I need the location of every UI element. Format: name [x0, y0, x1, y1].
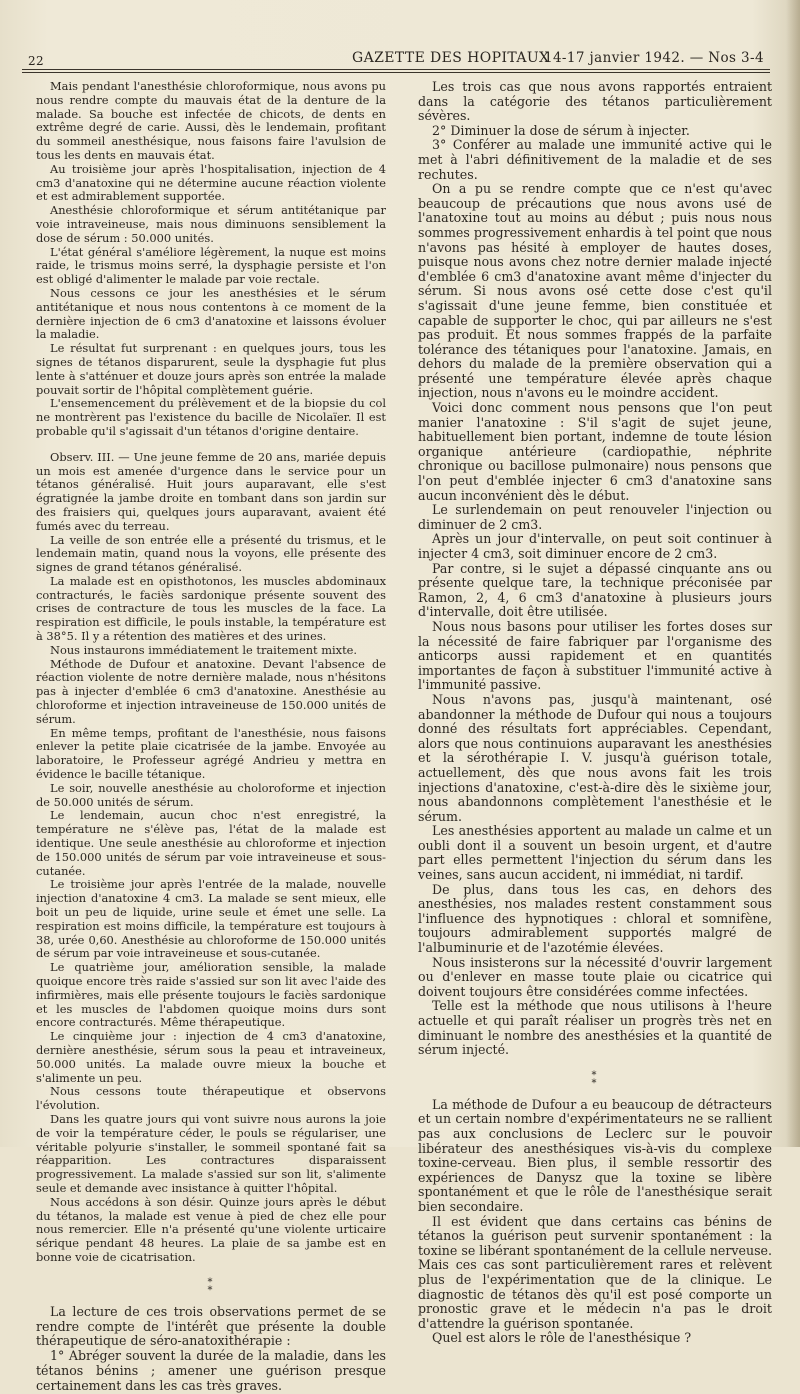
- paragraph: La veille de son entrée elle a présenté du trismus, et le lendemain matin, quand nous la voyons, elle présente des signes de grand tétanos généralisé.: [36, 532, 386, 575]
- paragraph: Le lendemain, aucun choc n'est enregistré, la température ne s'élève pas, l'état de la malade est identique. Une seule anesthésie au chloroforme et injection de 150.000 unités de sérum par voie intraveineuse et sous-cutanée.: [36, 808, 386, 878]
- issue-date: 14-17 janvier 1942. — Nos 3-4: [543, 50, 764, 66]
- section-separator: [36, 1276, 386, 1296]
- paragraph: Le cinquième jour : injection de 4 cm3 d'anatoxine, dernière anesthésie, sérum sous la peau et intraveineux, 50.000 unités. La malade ouvre mieux la bouche et s'alimente un peu.: [36, 1029, 386, 1085]
- observation-heading-paragraph: Observ. III. — Une jeune femme de 20 ans, mariée depuis un mois est amenée d'urgence dans le service pour un tétanos généralisé. Huit jours auparavant, elle s'est égratignée la jambe droite en tombant dans son jardin sur des fraisiers qui, quelques jours auparavant, avaient été fumés avec du terreau.: [36, 449, 386, 533]
- header-rule-bottom: [22, 72, 770, 73]
- paragraph: Mais pendant l'anesthésie chloroformique, nous avons pu nous rendre compte du mauvais état de la denture de la malade. Sa bouche est infectée de chicots, de dents en extrême degré de carie. Aussi, dès le lendemain, profitant du sommeil anesthésique, nous faisons faire l'avulsion de tous les dents en mauvais état.: [36, 79, 386, 162]
- left-column: [36, 80, 386, 1394]
- paragraph: Anesthésie chloroformique et sérum antitétanique par voie intraveineuse, mais nous diminuons sensiblement la dose de sérum : 50.000 unités.: [36, 203, 386, 245]
- paragraph: Au troisième jour après l'hospitalisation, injection de 4 cm3 d'anatoxine qui ne détermine aucune réaction violente et est admirablement supportée.: [36, 161, 386, 204]
- paragraph: Le surlendemain on peut renouveler l'injection ou diminuer de 2 cm3.: [418, 502, 772, 532]
- paragraph: Les trois cas que nous avons rapportés entraient dans la catégorie des tétanos particulièrement sévères.: [418, 79, 772, 124]
- paragraph: Nous cessons toute thérapeutique et observons l'évolution.: [36, 1084, 386, 1113]
- paragraph: Nous nous basons pour utiliser les fortes doses sur la nécessité de faire fabriquer par l'organisme des anticorps aussi rapidement et en quantités importantes de façon à substituer l'immunité active à l'immunité passive.: [418, 618, 772, 693]
- paragraph: Le quatrième jour, amélioration sensible, la malade quoique encore très raide s'assied sur son lit avec l'aide des infirmières, mais elle présente toujours le faciès sardonique et les muscles de l'abdomen quoique moins durs sont encore contracturés. Même thérapeutique.: [36, 960, 386, 1030]
- paragraph: La méthode de Dufour a eu beaucoup de détracteurs et un certain nombre d'expérimentateurs ne se rallient pas aux conclusions de Leclerc sur le pouvoir libérateur des anesthésiques vis-à-vis du complexe toxine-cerveau. Bien plus, il semble ressortir des expériences de Danysz que la toxine se libère spontanément et que le rôle de l'anesthésique serait bien secondaire.: [418, 1096, 772, 1214]
- paragraph: Nous n'avons pas, jusqu'à maintenant, osé abandonner la méthode de Dufour qui nous a toujours donné des résultats fort appréciables. Cependant, alors que nous continuions auparavant les anesthésies et la sérothérapie I. V. jusqu'à guérison totale, actuellement, dès que nous avons fait les trois injections d'anatoxine, c'est-à-dire dès le sixième jour, nous abandonnons complètement l'anesthésie et le sérum.: [418, 691, 772, 824]
- paragraph: La malade est en opisthotonos, les muscles abdominaux contracturés, le faciès sardonique présente souvent des crises de contracture de tous les muscles de la face. La respiration est difficile, le pouls instable, la température est à 38°5. Il y a rétention des matières et des urines.: [36, 573, 386, 644]
- header-rule-top: [22, 69, 770, 70]
- paragraph: L'état général s'améliore légèrement, la nuque est moins raide, le trismus moins serré, la dysphagie persiste et l'on est obligé d'alimenter le malade par voie rectale.: [36, 244, 386, 287]
- paragraph: Il est évident que dans certains cas bénins de tétanos la guérison peut survenir spontanément : la toxine se libérant spontanément de la cellule nerveuse. Mais ces cas sont particulièrement rares et relèvent plus de l'expérimentation que de la clinique. Le diagnostic de tétanos dès qu'il est posé comporte un pronostic grave et le médecin n'a pas le droit d'attendre la guérison spontanée.: [418, 1213, 772, 1331]
- paragraph: On a pu se rendre compte que ce n'est qu'avec beaucoup de précautions que nous avons usé de l'anatoxine tout au moins au début ; puis nous nous sommes progressivement enhardis à tel point que nous n'avons pas hésité à employer de hautes doses, puisque nous avons chez notre dernier malade injecté d'emblée 6 cm3 d'anatoxine avant même d'injecter du sérum. Si nous avons osé cette dose c'est qu'il s'agissait d'une jeune femme, bien constituée et capable de supporter le choc, qui par ailleurs ne s'est pas produit. Et nous sommes frappés de la parfaite tolérance des tétaniques pour l'anatoxine. Jamais, en dehors du malade de la première observation qui a présenté une température élevée après chaque injection, nous n'avons eu le moindre accident.: [418, 181, 772, 401]
- right-column: [418, 80, 772, 1346]
- paragraph: De plus, dans tous les cas, en dehors des anesthésies, nos malades restent constamment sous l'influence des hypnotiques : chloral et somnifène, toujours admirablement supportés malgré de l'albuminurie et de l'azotémie élevées.: [418, 881, 772, 956]
- separator-star: *: [591, 1077, 599, 1089]
- paragraph: 1° Abréger souvent la durée de la maladie, dans les tétanos bénins ; amener une guérison presque certainement dans les cas très graves.: [36, 1348, 386, 1393]
- paragraph: 2° Diminuer la dose de sérum à injecter.: [432, 122, 690, 138]
- paragraph: En même temps, profitant de l'anesthésie, nous faisons enlever la petite plaie cicatrisée de la jambe. Envoyée au laboratoire, le Professeur agrégé Andrieu y mettra en évidence le bacille tétanique.: [36, 725, 386, 782]
- paragraph: Le résultat fut surprenant : en quelques jours, tous les signes de tétanos disparurent, seule la dysphagie fut plus lente à s'atténuer et douze jours après son entrée la malade pouvait sortir de l'hôpital complètement guérie.: [36, 341, 386, 397]
- journal-title: GAZETTE DES HOPITAUX: [352, 50, 550, 66]
- running-header: [22, 48, 770, 70]
- paragraph: La lecture de ces trois observations permet de se rendre compte de l'intérêt que présente la double thérapeutique de séro-anatoxithérapie :: [36, 1303, 386, 1349]
- paragraph: Après un jour d'intervalle, on peut soit continuer à injecter 4 cm3, soit diminuer encore de 2 cm3.: [418, 531, 772, 561]
- paragraph: Le troisième jour après l'entrée de la malade, nouvelle injection d'anatoxine 4 cm3. La malade se sent mieux, elle boit un peu de liquide, urine seule et émet une selle. La respiration est moins difficile, la température est toujours à 38, urée 0,60. Anesthésie au chloroforme de 150.000 unités de sérum par voie intraveineuse et sous-cutanée.: [36, 877, 386, 961]
- section-separator: [418, 1069, 772, 1089]
- paragraph: 3° Conférer au malade une immunité active qui le met à l'abri définitivement de la maladie et de ses rechutes.: [418, 137, 772, 182]
- separator-star: *: [591, 1069, 599, 1081]
- separator-star: *: [207, 1284, 215, 1296]
- paragraph: Dans les quatre jours qui vont suivre nous aurons la joie de voir la température céder, le pouls se régulariser, une véritable polyurie s'installer, le sommeil spontané fait sa réapparition. Les contractures disparaissent progressivement. La malade s'assied sur son lit, s'alimente seule et demande avec insistance à quitter l'hôpital.: [36, 1111, 386, 1195]
- paragraph: Telle est la méthode que nous utilisons à l'heure actuelle et qui paraît réaliser un progrès très net en diminuant le nombre des anesthésies et la quantité de sérum injecté.: [418, 998, 772, 1058]
- page-edge-shadow: [786, 0, 800, 1147]
- page-number: 22: [28, 54, 45, 68]
- paragraph: Les anesthésies apportent au malade un calme et un oubli dont il a souvent un besoin urgent, et d'autre part elles permettent l'injection du sérum dans les veines, sans aucun accident, ni immédiat, ni tardif.: [418, 823, 772, 883]
- paragraph: Voici donc comment nous pensons que l'on peut manier l'anatoxine : S'il s'agit de sujet jeune, habituellement bien portant, indemne de toute lésion organique antérieure (cardiopathie, néphrite chronique ou bacillose pulmonaire) nous pensons que l'on peut d'emblée injecter 6 cm3 d'anatoxine sans aucun inconvénient dès le début.: [418, 400, 772, 503]
- paragraph: Nous instaurons immédiatement le traitement mixte.: [50, 642, 358, 657]
- paragraph: Nous insisterons sur la nécessité d'ouvrir largement ou d'enlever en masse toute plaie ou cicatrice qui doivent toujours être considérées comme infectées.: [418, 954, 772, 999]
- separator-star: *: [207, 1276, 215, 1288]
- paragraph: Méthode de Dufour et anatoxine. Devant l'absence de réaction violente de notre dernière malade, nous n'hésitons pas à injecter d'emblée 6 cm3 d'anatoxine. Anesthésie au chloroforme et injection intraveineuse de 150.000 unités de sérum.: [36, 656, 386, 726]
- paragraph: Le soir, nouvelle anesthésie au choloroforme et injection de 50.000 unités de sérum.: [36, 780, 386, 809]
- paragraph: Par contre, si le sujet a dépassé cinquante ans ou présente quelque tare, la technique préconisée par Ramon, 2, 4, 6 cm3 d'anatoxine à plusieurs jours d'intervalle, doit être utilisée.: [418, 560, 772, 620]
- paragraph: Nous cessons ce jour les anesthésies et le sérum antitétanique et nous nous contentons à ce moment de la dernière injection de 6 cm3 d'anatoxine et laissons évoluer la maladie.: [36, 285, 386, 342]
- paragraph: Nous accédons à son désir. Quinze jours après le début du tétanos, la malade est venue à pied de chez elle pour nous remercier. Elle n'a présenté qu'une violente urticaire sérique pendant 48 heures. La plaie de sa jambe est en bonne voie de cicatrisation.: [36, 1194, 386, 1264]
- paragraph: L'ensemencement du prélèvement et de la biopsie du col ne montrèrent pas l'existence du bacille de Nicolaïer. Il est probable qu'il s'agissait d'un tétanos d'origine dentaire.: [36, 396, 386, 438]
- paragraph: Quel est alors le rôle de l'anesthésique ?: [432, 1330, 692, 1346]
